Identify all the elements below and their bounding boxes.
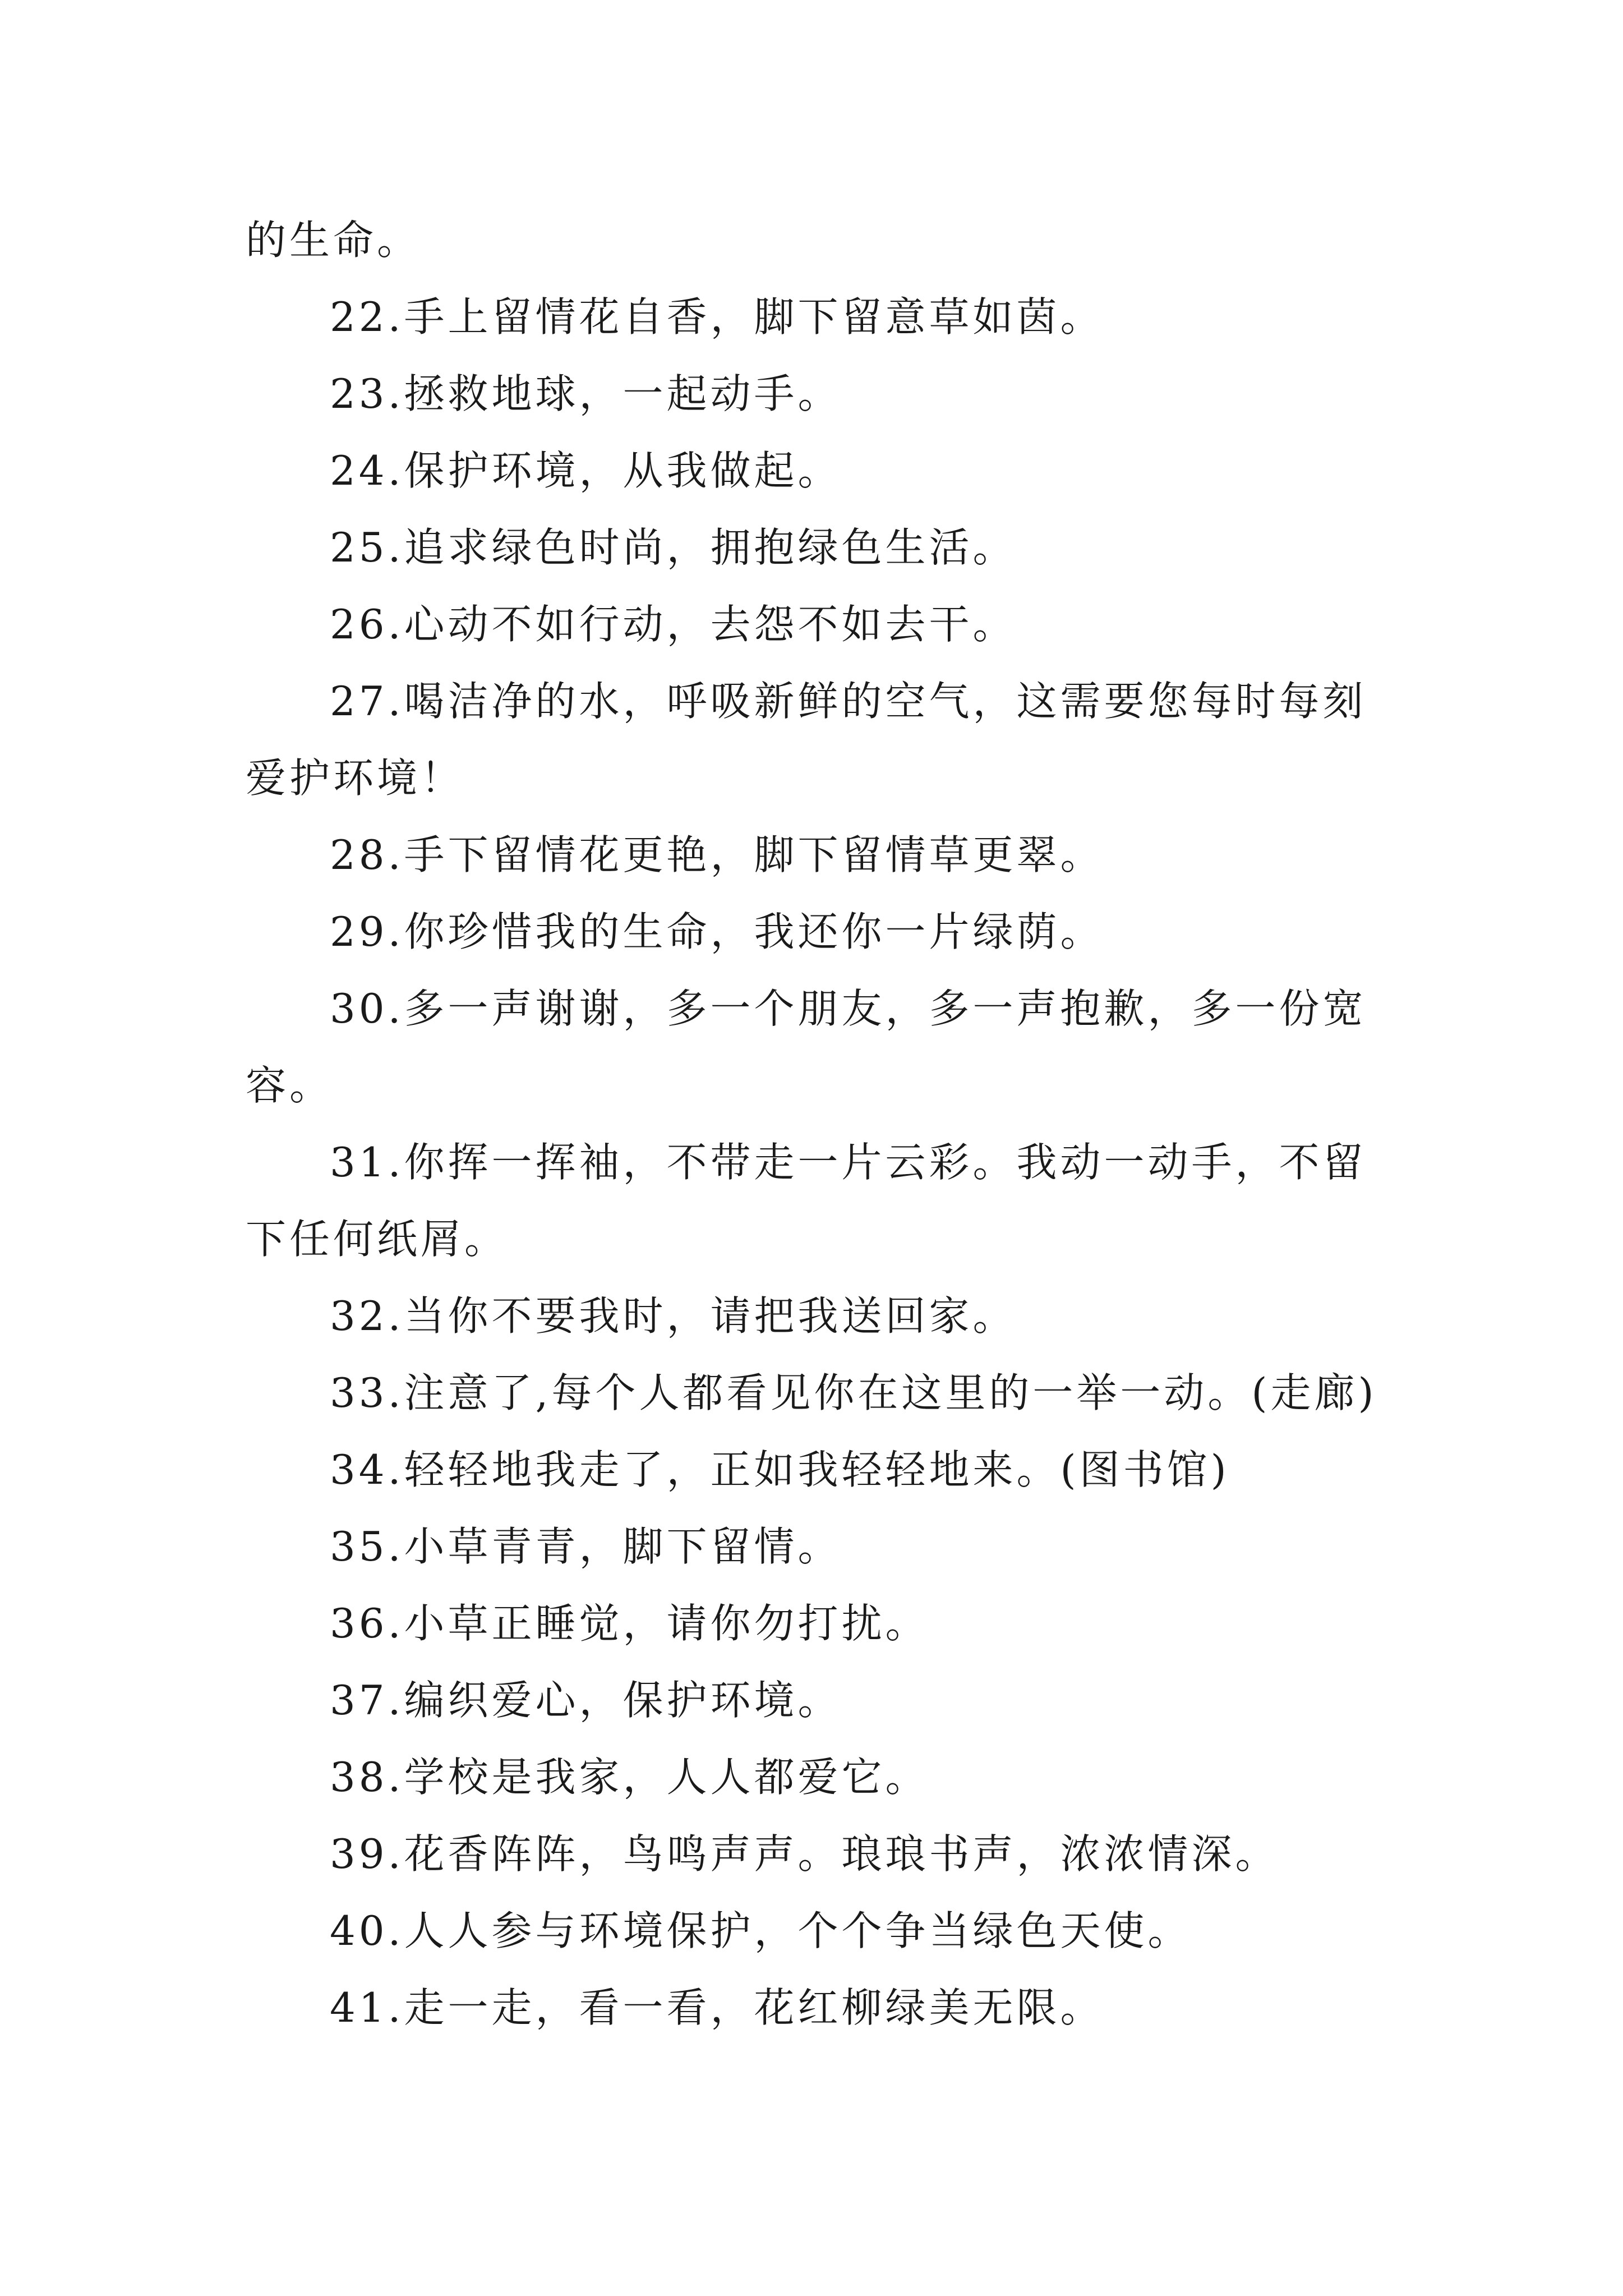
slogan-37: 37.编织爱心，保护环境。	[330, 1677, 842, 1724]
slogan-39: 39.花香阵阵，鸟鸣声声。琅琅书声，浓浓情深。	[330, 1830, 1279, 1878]
slogan-23: 23.拯救地球，一起动手。	[330, 370, 842, 417]
slogan-35: 35.小草青青，脚下留情。	[330, 1523, 842, 1570]
slogan-26: 26.心动不如行动，去怨不如去干。	[330, 601, 1017, 648]
slogan-33: 33.注意了,每个人都看见你在这里的一举一动。(走廊)	[330, 1369, 1377, 1416]
slogan-25: 25.追求绿色时尚，拥抱绿色生活。	[330, 524, 1017, 571]
slogan-29: 29.你珍惜我的生命，我还你一片绿荫。	[330, 908, 1104, 955]
document-body	[246, 202, 1395, 2046]
paragraph-continuation: 的生命。	[246, 217, 421, 264]
slogan-34: 34.轻轻地我走了，正如我轻轻地来。(图书馆)	[330, 1446, 1230, 1493]
slogan-27: 27.喝洁净的水，呼吸新鲜的空气，这需要您每时每刻爱护环境！	[246, 678, 1367, 802]
slogan-28: 28.手下留情花更艳，脚下留情草更翠。	[330, 831, 1104, 878]
slogan-31: 31.你挥一挥袖，不带走一片云彩。我动一动手，不留下任何纸屑。	[246, 1139, 1367, 1263]
slogan-41: 41.走一走，看一看，花红柳绿美无限。	[330, 1984, 1104, 2031]
slogan-40: 40.人人参与环境保护，个个争当绿色天使。	[330, 1907, 1192, 1954]
slogan-24: 24.保护环境，从我做起。	[330, 447, 842, 494]
slogan-36: 36.小草正睡觉，请你勿打扰。	[330, 1600, 929, 1647]
slogan-38: 38.学校是我家，人人都爱它。	[330, 1754, 929, 1801]
slogan-32: 32.当你不要我时，请把我送回家。	[330, 1292, 1017, 1340]
slogan-22: 22.手上留情花自香，脚下留意草如茵。	[330, 293, 1104, 341]
slogan-30: 30.多一声谢谢，多一个朋友，多一声抱歉，多一份宽容。	[246, 985, 1367, 1109]
